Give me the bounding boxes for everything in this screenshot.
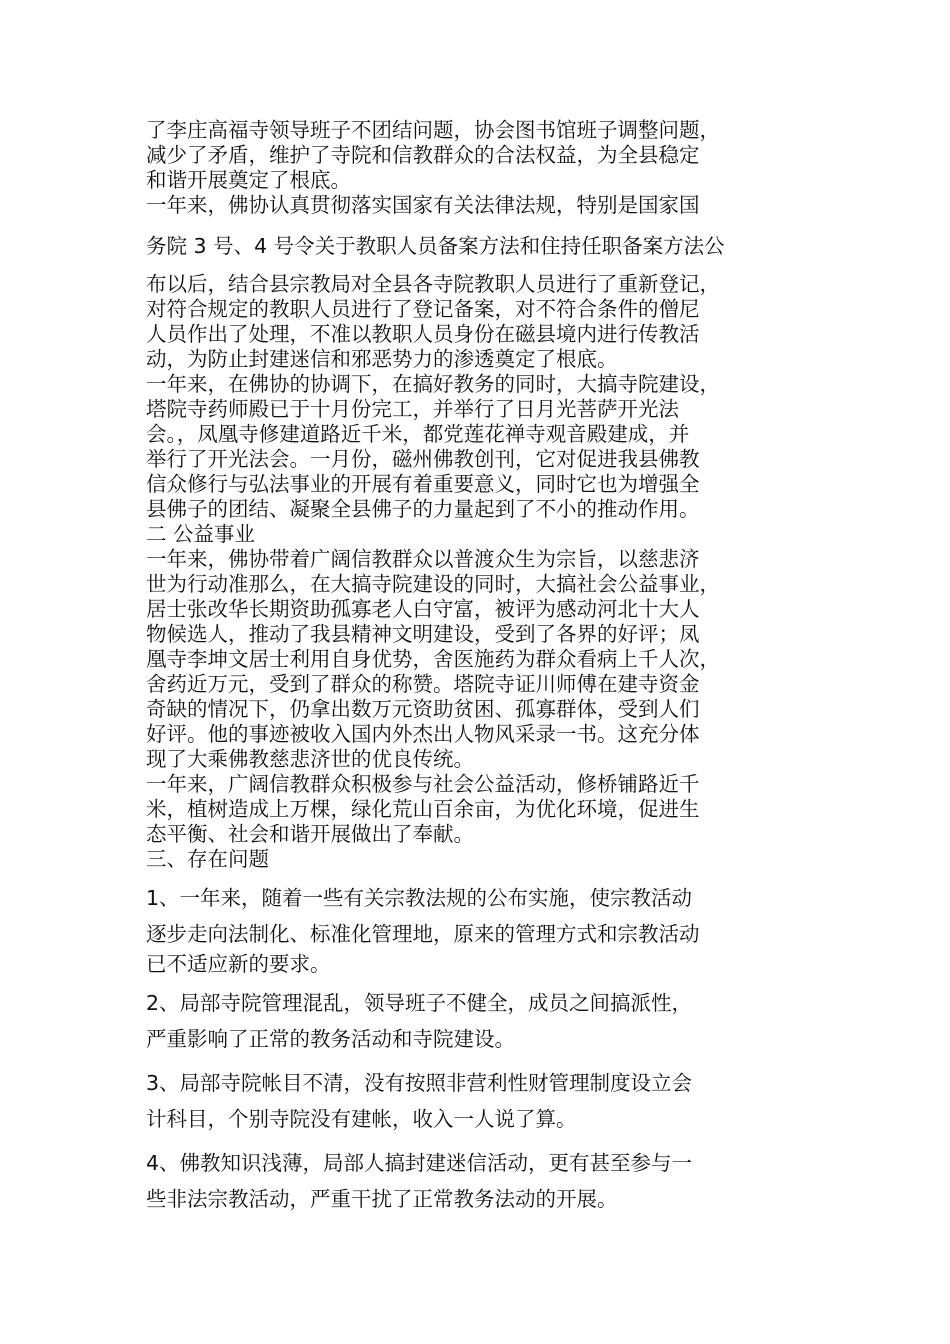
text-line: 好评。他的事迹被收入国内外杰出人物风采录一书。这充分体	[146, 722, 700, 746]
list-item	[146, 1065, 814, 1137]
text-line: 一年来，广阔信教群众积极参与社会公益活动，修桥铺路近千	[146, 772, 700, 796]
paragraph	[146, 772, 814, 847]
text-line: 一年来，在佛协的协调下，在搞好教务的同时，大搞寺院建设，	[146, 372, 720, 396]
text-line: 态平衡、社会和谐开展做出了奉献。	[146, 822, 474, 846]
text-line: 2、局部寺院管理混乱，领导班子不健全，成员之间搞派性，	[146, 991, 693, 1015]
list-item	[146, 1145, 814, 1217]
text-line: 现了大乘佛教慈悲济世的优良传统。	[146, 747, 474, 771]
text-line: 凰寺李坤文居士利用自身优势，舍医施药为群众看病上千人次，	[146, 647, 720, 671]
document-body	[146, 118, 814, 1217]
text-line: 和谐开展奠定了根底。	[146, 168, 351, 192]
text-line: 布以后，结合县宗教局对全县各寺院教职人员进行了重新登记，	[146, 272, 720, 296]
text-line: 塔院寺药师殿已于十月份完工，并举行了日月光菩萨开光法	[146, 397, 679, 421]
heading-text: 二 公益事业	[146, 522, 256, 546]
paragraph	[146, 193, 814, 372]
text-line: 舍药近万元，受到了群众的称赞。塔院寺证川师傅在建寺资金	[146, 672, 700, 696]
text-line: 减少了矛盾，维护了寺院和信教群众的合法权益，为全县稳定	[146, 143, 700, 167]
text-line: 了李庄高福寺领导班子不团结问题，协会图书馆班子调整问题，	[146, 118, 720, 142]
text-line: 3、局部寺院帐目不清，没有按照非营利性财管理制度设立会	[146, 1071, 693, 1095]
text-line: 严重影响了正常的教务活动和寺院建设。	[146, 1027, 515, 1051]
text-line: 物候选人，推动了我县精神文明建设，受到了各界的好评；凤	[146, 622, 700, 646]
text-line: 举行了开光法会。一月份，磁州佛教创刊，它对促进我县佛教	[146, 447, 700, 471]
heading-text: 三、存在问题	[146, 847, 269, 871]
text-line: 奇缺的情况下，仍拿出数万元资助贫困、孤寡群体，受到人们	[146, 697, 700, 721]
text-line: 些非法宗教活动，严重干扰了正常教务法动的开展。	[146, 1187, 618, 1211]
text-line: 逐步走向法制化、标准化管理地，原来的管理方式和宗教活动	[146, 922, 700, 946]
paragraph	[146, 118, 814, 193]
text-line: 1、一年来，随着一些有关宗教法规的公布实施，使宗教活动	[146, 886, 693, 910]
list-item	[146, 880, 814, 977]
text-line: 一年来，佛协认真贯彻落实国家有关法律法规，特别是国家国	[146, 193, 700, 217]
text-line: 县佛子的团结、凝聚全县佛子的力量起到了不小的推动作用。	[146, 497, 700, 521]
text-line: 米，植树造成上万棵，绿化荒山百余亩，为优化环境，促进生	[146, 797, 700, 821]
text-line: 4、佛教知识浅薄，局部人搞封建迷信活动，更有甚至参与一	[146, 1151, 693, 1175]
paragraph	[146, 547, 814, 772]
text-line: 计科目，个别寺院没有建帐，收入一人说了算。	[146, 1107, 577, 1131]
paragraph	[146, 372, 814, 522]
text-line: 一年来，佛协带着广阔信教群众以普渡众生为宗旨，以慈悲济	[146, 547, 700, 571]
text-line: 对符合规定的教职人员进行了登记备案，对不符合条件的僧尼	[146, 297, 700, 321]
text-line: 人员作出了处理，不准以教职人员身份在磁县境内进行传教活	[146, 322, 700, 346]
text-line: 信众修行与弘法事业的开展有着重要意义，同时它也为增强全	[146, 472, 700, 496]
section-heading	[146, 847, 814, 872]
text-line: 会。，凤凰寺修建道路近千米，都党莲花禅寺观音殿建成，并	[146, 422, 690, 446]
list-item	[146, 985, 814, 1057]
text-line: 已不适应新的要求。	[146, 952, 331, 976]
text-line: 务院 3 号、4 号令关于教职人员备案方法和住持任职备案方法公	[146, 234, 725, 258]
text-line: 居士张改华长期资助孤寡老人白守富，被评为感动河北十大人	[146, 597, 700, 621]
section-heading	[146, 522, 814, 547]
text-line: 世为行动准那么，在大搞寺院建设的同时，大搞社会公益事业，	[146, 572, 720, 596]
text-line: 动，为防止封建迷信和邪恶势力的渗透奠定了根底。	[146, 347, 618, 371]
